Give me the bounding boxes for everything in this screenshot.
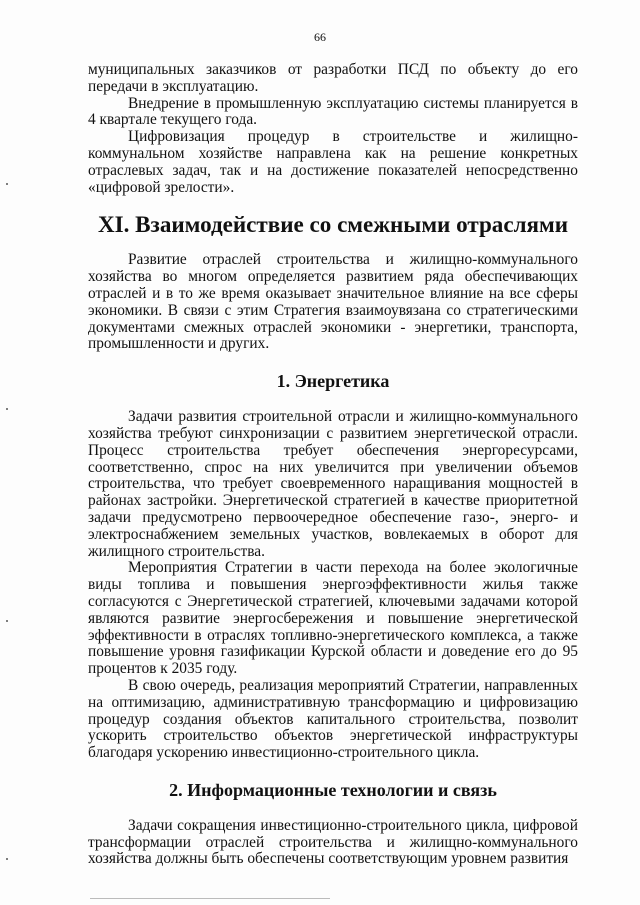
scan-mark [6, 620, 8, 622]
scan-mark [6, 183, 8, 185]
document-body [88, 62, 578, 868]
subsection-heading: 2. Информационные технологии и связь [169, 779, 497, 800]
page-number: 66 [314, 30, 326, 44]
paragraph: Внедрение в промышленную эксплуатацию системы планируется в 4 квартале текущего года. [88, 94, 578, 129]
paragraph: Развитие отраслей строительства и жилищно-коммунального хозяйства во многом определяется развитием ряда обеспечивающих отраслей и в то же время оказывает значительное влияние на все сферы экономики. В связи с этим Стратегия взаимоувязана со стратегическими документами смежных отраслей экономики - энергетики, транспорта, промышленности и других. [88, 251, 578, 353]
scan-mark [6, 408, 8, 410]
paragraph: Мероприятия Стратегии в части перехода на более экологичные виды топлива и повышения энергоэффективности жилья также согласуются с Энергетической стратегией, ключевыми задачами которой являются развитие энергосбережения и повышение энергетической эффективности в отраслях топливно-энергетического комплекса, а также повышение уровня газификации Курской области и доведение его до 95 процентов к 2035 году. [88, 559, 578, 678]
paragraph: В свою очередь, реализация мероприятий Стратегии, направленных на оптимизацию, административную трансформацию и цифровизацию процедур создания объектов капитального строительства, позволит ускорить строительство объектов энергетической инфраструктуры благодаря ускорению инвестиционно-строительного цикла. [88, 676, 578, 762]
paragraph: Задачи сокращения инвестиционно-строительного цикла, цифровой трансформации отраслей строительства и жилищно-коммунального хозяйства должны быть обеспечены соответствующим уровнем развития [88, 816, 578, 868]
section-heading: XI. Взаимодействие со смежными отраслями [97, 211, 569, 238]
paragraph: Цифровизация процедур в строительстве и жилищно-коммунальном хозяйстве направлена как на решение конкретных отраслевых задач, так и на достижение показателей непосредственно «цифровой зрелости». [88, 128, 578, 196]
scan-mark [6, 858, 8, 860]
scan-edge-line [90, 898, 330, 899]
paragraph: Задачи развития строительной отрасли и жилищно-коммунального хозяйства требуют синхронизации с развитием энергетической отрасли. Процесс строительства требует обеспечения энергоресурсами, соответственно, спрос на них увеличится при увеличении объемов строительства, что требует своевременного наращивания мощностей в районах застройки. Энергетической стратегией в качестве приоритетной задачи предусмотрено первоочередное обеспечение газо-, энерго- и электроснабжением земельных участков, вовлекаемых в оборот для жилищного строительства. [88, 408, 578, 560]
paragraph: муниципальных заказчиков от разработки ПСД по объекту до его передачи в эксплуатацию. [88, 61, 578, 95]
subsection-heading: 1. Энергетика [276, 371, 390, 392]
